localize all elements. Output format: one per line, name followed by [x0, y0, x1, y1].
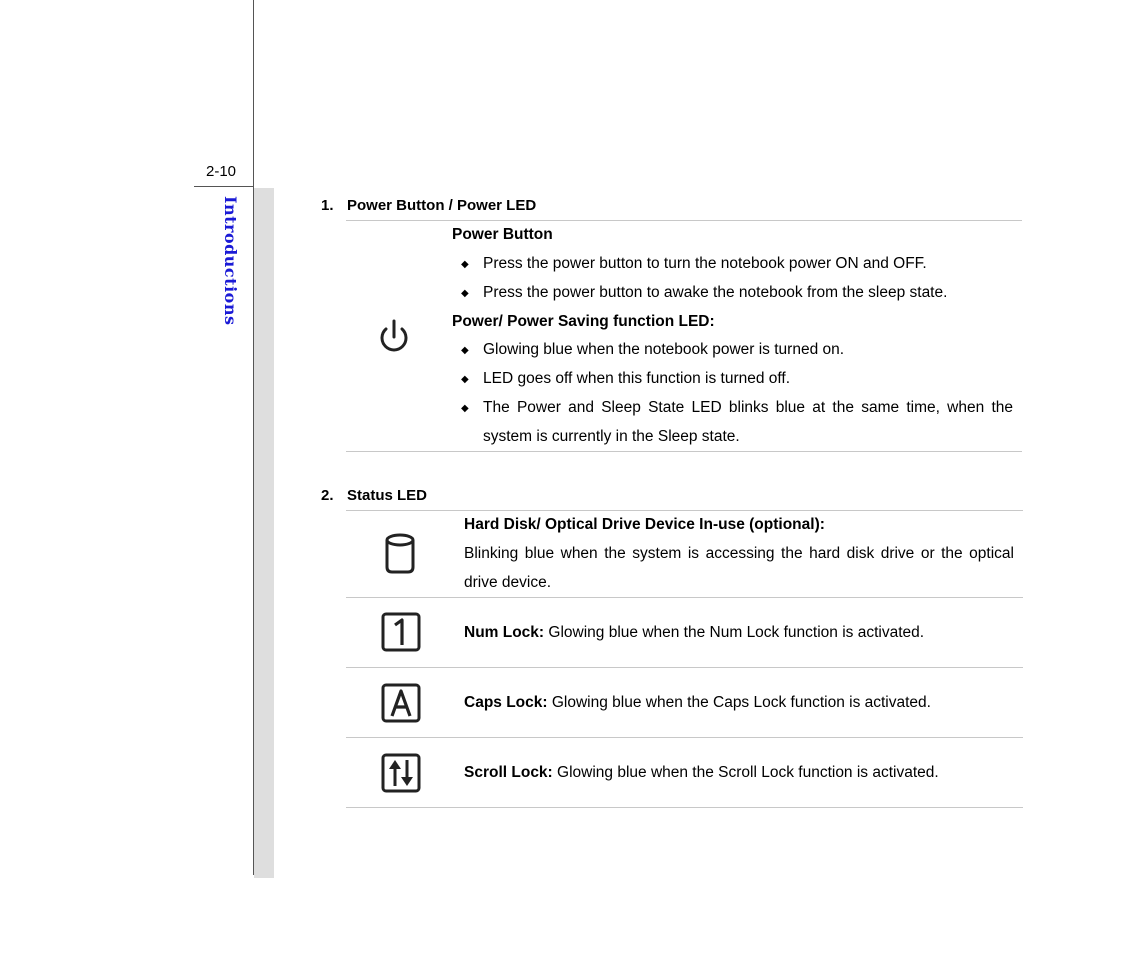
bullet-icon: ◆	[461, 374, 469, 385]
led-item: The Power and Sleep State LED blinks blue at the same time, when the	[483, 399, 1013, 416]
row-divider	[346, 667, 1023, 668]
section2-top-rule	[346, 510, 1023, 511]
scroll-lock-icon	[381, 753, 421, 793]
hard-disk-heading: Hard Disk/ Optical Drive Device In-use (optional):	[464, 516, 825, 533]
caps-lock-label: Caps Lock:	[464, 694, 548, 711]
scroll-lock-text: Glowing blue when the Scroll Lock function is activated.	[552, 764, 939, 781]
num-lock-label: Num Lock:	[464, 624, 545, 641]
row-divider	[346, 737, 1023, 738]
power-button-heading: Power Button	[452, 226, 553, 243]
scroll-lock-label: Scroll Lock:	[464, 764, 553, 781]
caps-lock-text: Glowing blue when the Caps Lock function is activated.	[547, 694, 931, 711]
section1-bottom-rule	[346, 451, 1022, 452]
led-item: LED goes off when this function is turned off.	[483, 370, 791, 387]
section2-number: 2.	[321, 487, 334, 504]
num-lock-text: Glowing blue when the Num Lock function is activated.	[544, 624, 925, 641]
side-bar	[254, 188, 274, 878]
page-number: 2-10	[206, 163, 237, 180]
led-item: Glowing blue when the notebook power is turned on.	[483, 341, 845, 358]
section1-heading	[321, 197, 536, 214]
page-number-rule	[194, 186, 254, 187]
section1-title: Power Button / Power LED	[347, 197, 537, 214]
bullet-icon: ◆	[461, 403, 469, 414]
num-lock-description	[464, 624, 924, 642]
section2-bottom-rule	[346, 807, 1023, 808]
power-button-item: Press the power button to turn the notebook power ON and OFF.	[483, 255, 927, 272]
hard-disk-icon	[383, 532, 417, 576]
led-item-continued: system is currently in the Sleep state.	[483, 428, 740, 445]
section1-number: 1.	[321, 197, 334, 214]
bullet-icon: ◆	[461, 259, 469, 270]
power-button-item: Press the power button to awake the notebook from the sleep state.	[483, 284, 948, 301]
power-icon	[376, 318, 412, 356]
hard-disk-text-continued: drive device.	[464, 574, 552, 591]
section-tab: Introductions	[221, 196, 240, 326]
hard-disk-text: Blinking blue when the system is accessing the hard disk drive or the optical	[464, 545, 1014, 562]
num-lock-icon	[381, 612, 421, 652]
led-heading: Power/ Power Saving function LED:	[452, 313, 715, 330]
section2-heading	[321, 487, 427, 504]
row-divider	[346, 597, 1023, 598]
bullet-icon: ◆	[461, 288, 469, 299]
scroll-lock-description	[464, 764, 939, 782]
caps-lock-description	[464, 694, 931, 712]
caps-lock-icon	[381, 683, 421, 723]
section2-title: Status LED	[347, 487, 428, 504]
bullet-icon: ◆	[461, 345, 469, 356]
section1-top-rule	[346, 220, 1022, 221]
